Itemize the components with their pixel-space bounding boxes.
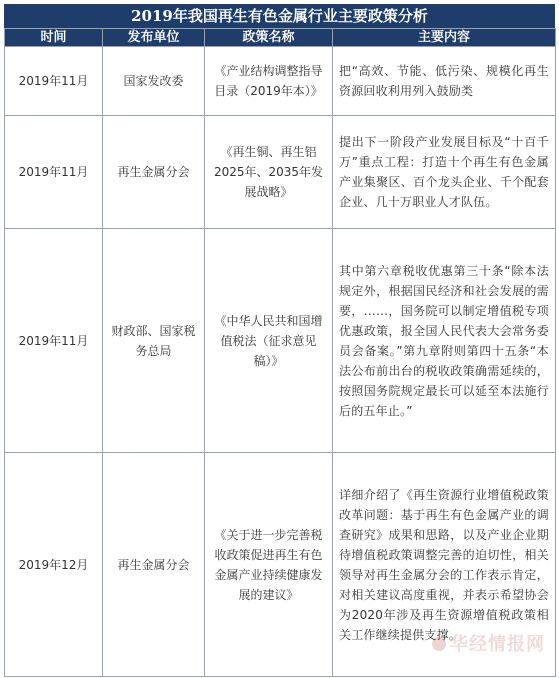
cell-policy-name: 《关于进一步完善税收政策促进再生有色金属产业持续健康发展的建议》 [205,453,333,677]
table-row [5,47,556,116]
cell-time: 2019年11月 [5,229,103,453]
header-content: 主要内容 [333,29,556,47]
cell-time: 2019年11月 [5,116,103,229]
watermark-text: 华经情报网 [450,634,545,655]
cell-content: 详细介绍了《再生资源行业增值税政策改革问题：基于再生有色金属产业的调查研究》成果和思路，以及产业企业期待增值税政策调整完善的迫切性，相关领导对再生金属分会的工作表示肯定，对相关建议高度重视，并表示希望协会为2020年涉及再生资源增值税政策相关工作继续提供支撑。 [333,453,556,677]
table-title: 2019年我国再生有色金属行业主要政策分析 [4,4,555,28]
cell-policy-name: 《产业结构调整指导目录（2019年本）》 [205,47,333,116]
cell-issuer: 再生金属分会 [103,116,205,229]
table-row [5,116,556,229]
cell-issuer: 国家发改委 [103,47,205,116]
cell-time: 2019年12月 [5,453,103,677]
cell-issuer: 财政部、国家税务总局 [103,229,205,453]
cell-content: 把“高效、节能、低污染、规模化再生资源回收利用列入鼓励类 [333,47,556,116]
table-row [5,229,556,453]
watermark-icon [432,637,446,651]
cell-content: 提出下一阶段产业发展目标及“十百千万”重点工程：打造十个再生有色金属产业集聚区、百个龙头企业、千个配套企业、几十万职业人才队伍。 [333,116,556,229]
policy-table [4,28,556,677]
header-row [5,29,556,47]
cell-policy-name: 《再生铜、再生铝2025年、2035年发展战略》 [205,116,333,229]
header-time: 时间 [5,29,103,47]
header-issuer: 发布单位 [103,29,205,47]
cell-policy-name: 《中华人民共和国增值税法（征求意见稿）》 [205,229,333,453]
cell-content: 其中第六章税收优惠第三十条“除本法规定外，根据国民经济和社会发展的需要，……，国务院可以制定增值税专项优惠政策，报全国人民代表大会常务委员会备案。”第九章附则第四十五条“本法公布前出台的税收政策确需延续的，按照国务院规定最长可以延至本法施行后的五年止。” [333,229,556,453]
header-policy-name: 政策名称 [205,29,333,47]
cell-issuer: 再生金属分会 [103,453,205,677]
watermark-logo [432,630,545,656]
cell-time: 2019年11月 [5,47,103,116]
